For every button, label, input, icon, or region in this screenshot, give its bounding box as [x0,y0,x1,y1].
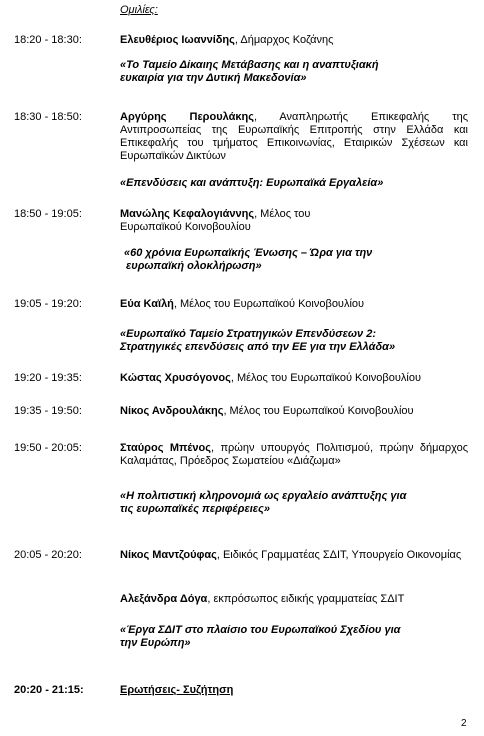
time-slot: 19:50 - 20:05: [14,442,82,454]
speaker-name: Σταύρος Μπένος [120,442,211,454]
speaker-name: Εύα Καϊλή [120,298,174,310]
talk-title [120,59,468,85]
time-slot: 20:05 - 20:20: [14,549,82,561]
time-slot: 19:35 - 19:50: [14,405,82,417]
talk-title-line: «Έργα ΣΔΙΤ στο πλαίσιο του Ευρωπαϊκού Σχεδίου για [120,624,401,636]
talk-title-line: «Επενδύσεις και ανάπτυξη: Ευρωπαϊκά Εργαλεία» [120,177,384,189]
speaker-line [120,405,468,418]
talk-title-line: «Ευρωπαϊκό Ταμείο Στρατηγικών Επενδύσεων 2: [120,328,376,340]
talk-title-line: τις ευρωπαϊκές περιφέρειες» [120,503,271,515]
speaker-role: , Ειδικός Γραμματέας ΣΔΙΤ, Υπουργείο Οικονομίας [216,549,462,561]
time-slot: 18:50 - 19:05: [14,208,82,220]
talk-title [124,247,472,273]
speaker-role: , πρώην υπουργός Πολιτισμού, πρώην δήμαρχος Καλαμάτας, Πρόεδρος Σωματείου «Διάζωμα» [120,442,468,467]
speaker-name: Αργύρης Περουλάκης [120,111,254,123]
speaker-role: , Μέλος του Ευρωπαϊκού Κοινοβουλίου [120,208,311,233]
talk-title-line: την Ευρώπη» [120,637,191,649]
talk-title [120,328,468,354]
speaker-line [120,593,468,606]
speaker-name: Αλεξάνδρα Δόγα [120,593,208,605]
speaker-name: Νίκος Μαντζούφας [120,549,217,561]
speaker-line [120,208,330,234]
speaker-role: , Δήμαρχος Κοζάνης [234,34,334,46]
page-number: 2 [461,718,467,729]
talk-title [120,624,468,650]
time-slot: 19:05 - 19:20: [14,298,82,310]
time-slot: 18:20 - 18:30: [14,34,82,46]
talk-title-line: «Το Ταμείο Δίκαιης Μετάβασης και η αναπτυξιακή [120,59,379,71]
talk-title [120,177,468,190]
speaker-line [120,34,468,47]
talk-title-line: «Η πολιτιστική κληρονομιά ως εργαλείο ανάπτυξης για [120,490,407,502]
talk-title-line: ευκαιρία για την Δυτική Μακεδονία» [120,72,307,84]
talk-title-line: ευρωπαϊκή ολοκλήρωση» [126,260,262,272]
talk-title-line: Στρατηγικές επενδύσεις από την ΕΕ για την Ελλάδα» [120,341,396,353]
speaker-name: Νίκος Ανδρουλάκης [120,405,224,417]
speaker-role: , Αναπληρωτής Επικεφαλής της Αντιπροσωπείας της Ευρωπαϊκής Επιτροπής στην Ελλάδα και Επικεφαλής του τμήματος Επικοινωνίας, Εταιρικών Σχέσεων και Ευρωπαϊκών Δικτύων [120,111,468,162]
speaker-role: , Μέλος του Ευρωπαϊκού Κοινοβουλίου [230,372,421,384]
discussion-time: 20:20 - 21:15: [14,684,84,696]
speaker-line [120,372,468,385]
speaker-line [120,111,468,163]
speaker-name: Ελευθέριος Ιωαννίδης [120,34,235,46]
speaker-role: , Μέλος του Ευρωπαϊκού Κοινοβουλίου [223,405,414,417]
speaker-name: Κώστας Χρυσόγονος [120,372,231,384]
speaker-line [120,442,468,468]
talk-title-line: «60 χρόνια Ευρωπαϊκής Ένωσης – Ώρα για την [124,247,373,259]
talk-title [120,490,468,516]
speaker-line [120,298,468,311]
speaker-role: , εκπρόσωπος ειδικής γραμματείας ΣΔΙΤ [207,593,405,605]
speaker-role: , Μέλος του Ευρωπαϊκού Κοινοβουλίου [173,298,365,310]
speaker-line [120,549,468,562]
time-slot: 18:30 - 18:50: [14,111,82,123]
speaker-name: Μανώλης Κεφαλογιάννης [120,208,255,220]
discussion-label: Ερωτήσεις- Συζήτηση [120,684,234,696]
time-slot: 19:20 - 19:35: [14,372,82,384]
speeches-heading: Ομιλίες: [120,4,158,16]
